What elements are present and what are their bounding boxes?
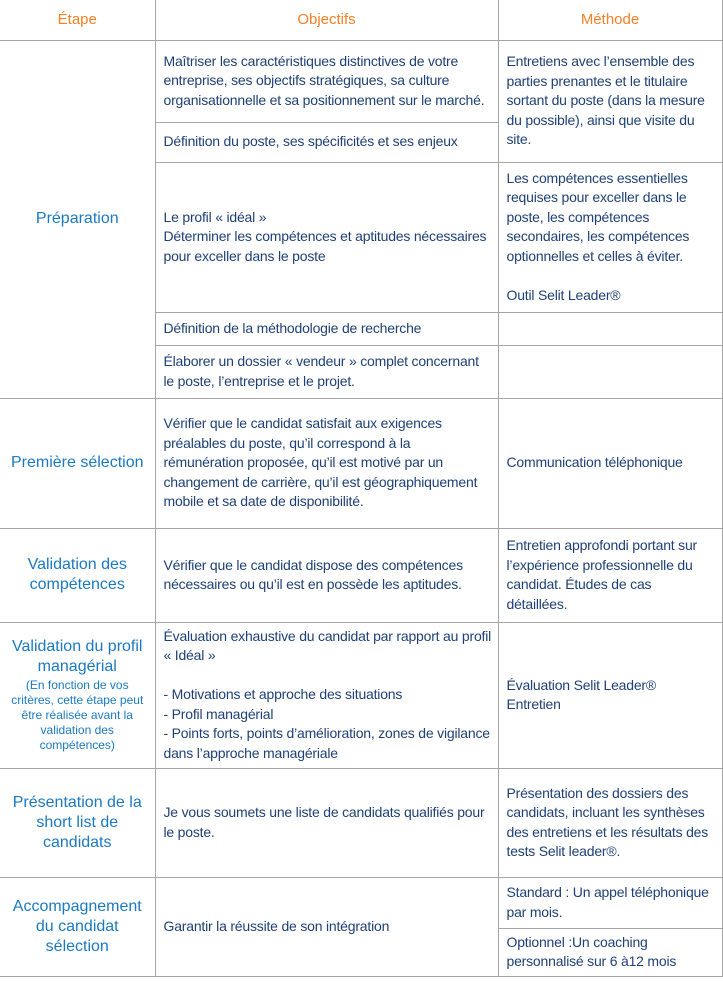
meth-preparation-1: Entretiens avec l’ensemble des parties prenantes et le titulaire sortant du poste (dans la mesure du possible), ainsi que visite du site. bbox=[498, 40, 722, 162]
table-row bbox=[0, 768, 722, 877]
obj-validation-competences: Vérifier que le candidat dispose des compétences nécessaires ou qu’il est en possède les aptitudes. bbox=[155, 528, 498, 622]
obj-premiere-selection: Vérifier que le candidat satisfait aux exigences préalables du poste, qu’il correspond à la rémunération proposée, qu’il est motivé par un changement de carrière, qu’il est géographiquement mobile et sa date de disponibilité. bbox=[155, 398, 498, 528]
obj-preparation-1: Maîtriser les caractéristiques distinctives de votre entreprise, ses objectifs stratégiques, sa culture organisationnelle et sa positionnement sur le marché. bbox=[155, 40, 498, 122]
table-row bbox=[0, 40, 722, 122]
etape-presentation-short-list: Présentation de la short list de candidats bbox=[0, 768, 155, 877]
header-etape: Étape bbox=[0, 0, 155, 40]
obj-preparation-3: Le profil « idéal » Déterminer les compétences et aptitudes nécessaires pour exceller dans le poste bbox=[155, 162, 498, 312]
meth-accompagnement-optionnel: Optionnel :Un coaching personnalisé sur 6 à12 mois bbox=[498, 928, 722, 976]
obj-accompagnement: Garantir la réussite de son intégration bbox=[155, 877, 498, 976]
etape-preparation: Préparation bbox=[0, 40, 155, 398]
etape-validation-profil-note: (En fonction de vos critères, cette étape peut être réalisée avant la validation des compétences) bbox=[11, 678, 144, 752]
meth-validation-competences: Entretien approfondi portant sur l’expérience professionnelle du candidat. Études de cas détaillées. bbox=[498, 528, 722, 622]
meth-validation-profil: Évaluation Selit Leader® Entretien bbox=[498, 622, 722, 768]
header-objectifs: Objectifs bbox=[155, 0, 498, 40]
table-row bbox=[0, 528, 722, 622]
table-row bbox=[0, 622, 722, 768]
obj-preparation-5: Élaborer un dossier « vendeur » complet concernant le poste, l’entreprise et le projet. bbox=[155, 345, 498, 398]
header-methode: Méthode bbox=[498, 0, 722, 40]
meth-accompagnement-standard: Standard : Un appel téléphonique par mois. bbox=[498, 877, 722, 928]
etape-validation-profil-label: Validation du profil managérial bbox=[12, 638, 143, 675]
etape-validation-competences: Validation des compétences bbox=[0, 528, 155, 622]
meth-preparation-4 bbox=[498, 312, 722, 345]
etape-premiere-selection: Première sélection bbox=[0, 398, 155, 528]
obj-preparation-2: Définition du poste, ses spécificités et ses enjeux bbox=[155, 122, 498, 162]
meth-preparation-3: Les compétences essentielles requises pour exceller dans le poste, les compétences secondaires, les compétences optionnelles et celles à éviter. Outil Selit Leader® bbox=[498, 162, 722, 312]
obj-presentation-short-list: Je vous soumets une liste de candidats qualifiés pour le poste. bbox=[155, 768, 498, 877]
meth-preparation-5 bbox=[498, 345, 722, 398]
table-row bbox=[0, 398, 722, 528]
meth-premiere-selection: Communication téléphonique bbox=[498, 398, 722, 528]
table-row bbox=[0, 877, 722, 928]
obj-validation-profil: Évaluation exhaustive du candidat par rapport au profil « Idéal » - Motivations et approche des situations - Profil managérial - Points forts, points d’amélioration, zones de vigilance dans l’approche managériale bbox=[155, 622, 498, 768]
meth-presentation-short-list: Présentation des dossiers des candidats, incluant les synthèses des entretiens et les résultats des tests Selit leader®. bbox=[498, 768, 722, 877]
etape-validation-profil bbox=[0, 622, 155, 768]
etape-accompagnement: Accompagnement du candidat sélection bbox=[0, 877, 155, 976]
header-row bbox=[0, 0, 722, 40]
obj-preparation-4: Définition de la méthodologie de recherche bbox=[155, 312, 498, 345]
